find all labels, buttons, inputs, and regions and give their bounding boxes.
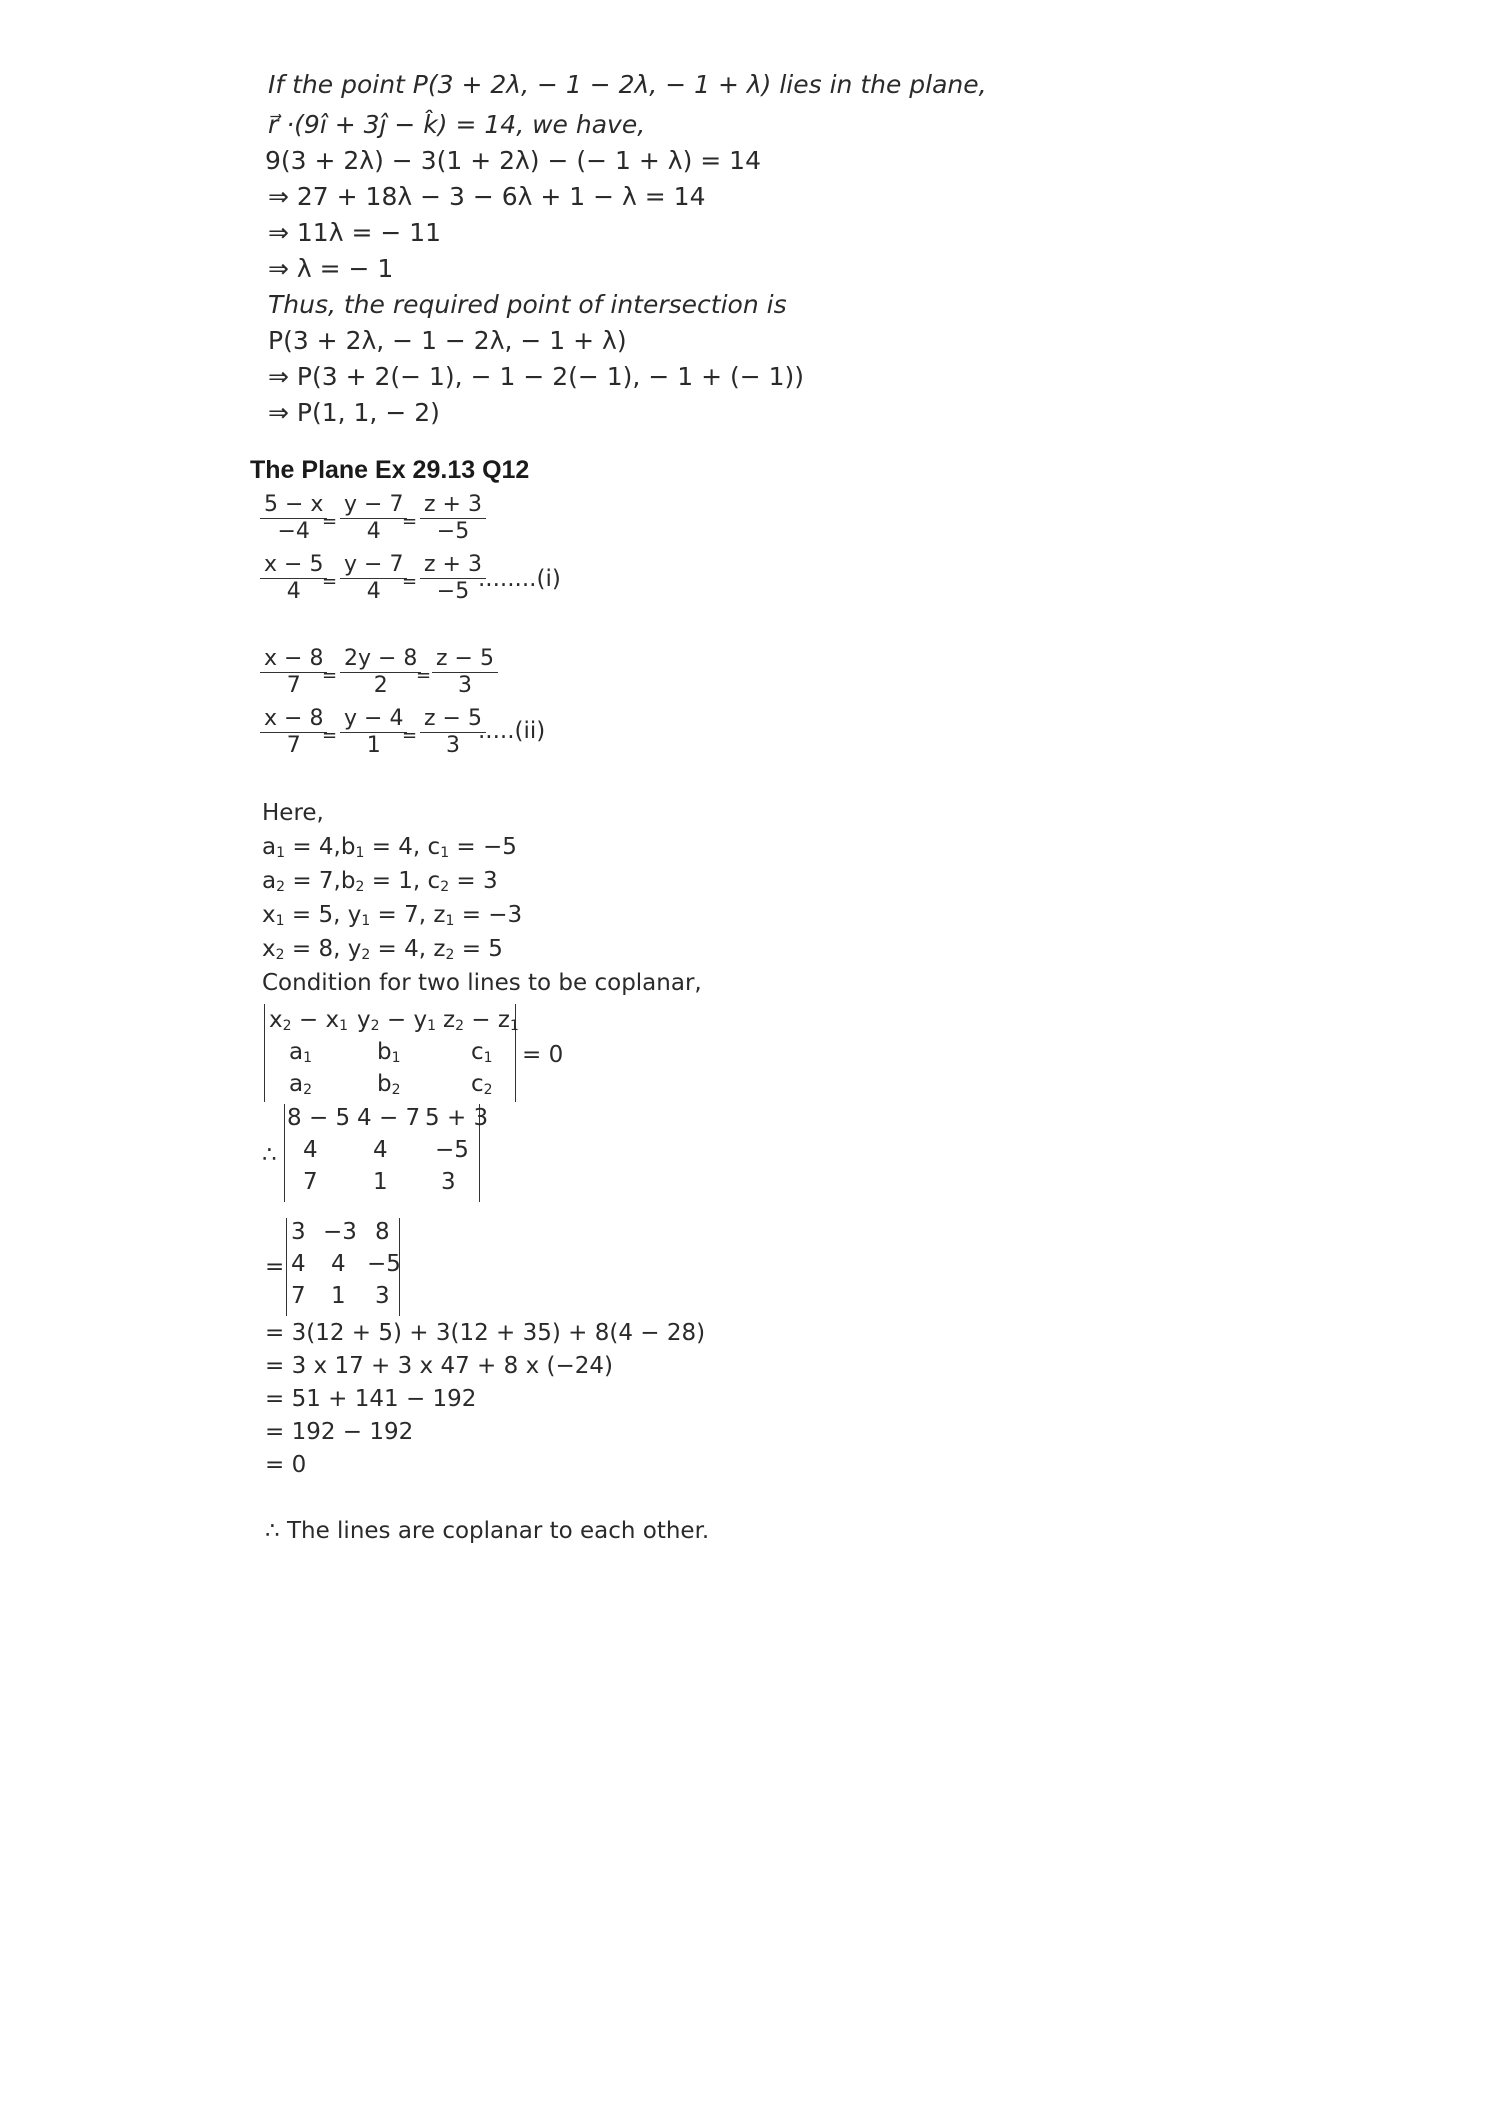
- numerator: x − 8: [260, 646, 327, 673]
- equation-line: P(3 + 2λ, − 1 − 2λ, − 1 + λ): [268, 326, 627, 355]
- equation-line: 9(3 + 2λ) − 3(1 + 2λ) − (− 1 + λ) = 14: [265, 146, 761, 175]
- equation-tag: ........(i): [478, 566, 561, 592]
- denominator: 4: [366, 579, 381, 604]
- fraction: [340, 552, 407, 605]
- det-cell: 8: [375, 1219, 390, 1245]
- det-cell: $a_1$: [289, 1039, 313, 1066]
- equals-sign: =: [402, 725, 418, 746]
- denominator: −4: [277, 519, 310, 544]
- det-cell: 3: [441, 1169, 456, 1195]
- fraction: [340, 706, 407, 759]
- denominator: 3: [445, 733, 460, 758]
- det-cell: −5: [435, 1137, 469, 1163]
- calculation-step: = 0: [265, 1452, 307, 1478]
- denominator: 2: [373, 673, 388, 698]
- det-cell: $c_1$: [471, 1039, 493, 1066]
- points-line-1: $x_1 = 5$, $y_1 = 7$, $z_1 = -3$: [262, 902, 523, 929]
- numerator: y − 4: [340, 706, 407, 733]
- equals-sign: =: [416, 665, 432, 686]
- determinant-general: [264, 1004, 519, 1102]
- fraction: [260, 646, 327, 699]
- det-cell: 4: [331, 1251, 346, 1277]
- coplanar-condition: Condition for two lines to be coplanar,: [262, 970, 702, 996]
- fraction: [420, 492, 486, 545]
- det-cell: −5: [367, 1251, 401, 1277]
- determinant-simplified: [286, 1218, 400, 1316]
- numerator: x − 5: [260, 552, 327, 579]
- equals-sign: =: [402, 571, 418, 592]
- equals-sign: =: [322, 725, 338, 746]
- numerator: 2y − 8: [340, 646, 421, 673]
- det-cell: $a_2$: [289, 1071, 313, 1098]
- equals-sign: =: [322, 511, 338, 532]
- det-cell: $y_2 - y_1$: [357, 1007, 436, 1034]
- equals-sign: =: [322, 571, 338, 592]
- therefore-symbol: ∴: [262, 1142, 277, 1168]
- fraction: [260, 552, 327, 605]
- numerator: y − 7: [340, 492, 407, 519]
- denominator: 4: [366, 519, 381, 544]
- fraction: [340, 492, 407, 545]
- here-label: Here,: [262, 800, 324, 826]
- denominator: 7: [286, 673, 301, 698]
- numerator: z − 5: [420, 706, 486, 733]
- denominator: 3: [457, 673, 472, 698]
- equals-sign: =: [322, 665, 338, 686]
- numerator: x − 8: [260, 706, 327, 733]
- det-cell: 7: [303, 1169, 318, 1195]
- fraction: [260, 492, 327, 545]
- equals-sign: =: [265, 1254, 285, 1280]
- equation-line: ⇒ P(1, 1, − 2): [268, 398, 440, 427]
- det-cell: $c_2$: [471, 1071, 493, 1098]
- det-cell: 8 − 5: [287, 1105, 351, 1131]
- question-heading: The Plane Ex 29.13 Q12: [250, 456, 530, 484]
- calculation-step: = 51 + 141 − 192: [265, 1386, 477, 1412]
- denominator: 1: [366, 733, 381, 758]
- fraction: [340, 646, 421, 699]
- numerator: z + 3: [420, 552, 486, 579]
- det-cell: 3: [375, 1283, 390, 1309]
- text-line: r⃗ ·(9î + 3ĵ − k̂) = 14, we have,: [268, 110, 646, 139]
- det-cell: 4: [373, 1137, 388, 1163]
- fraction: [432, 646, 498, 699]
- det-cell: −3: [323, 1219, 357, 1245]
- numerator: y − 7: [340, 552, 407, 579]
- det-cell: $x_2 - x_1$: [269, 1007, 348, 1034]
- denominator: −5: [436, 519, 470, 544]
- det-cell: 1: [331, 1283, 346, 1309]
- calculation-step: = 192 − 192: [265, 1419, 414, 1445]
- numerator: z + 3: [420, 492, 486, 519]
- conclusion: ∴ The lines are coplanar to each other.: [265, 1518, 710, 1544]
- det-cell: 5 + 3: [425, 1105, 489, 1131]
- determinant-substituted: [284, 1104, 489, 1202]
- det-cell: 4: [291, 1251, 306, 1277]
- det-cell: $b_2$: [377, 1071, 401, 1098]
- equation-tag: .....(ii): [478, 718, 546, 744]
- denominator: 4: [286, 579, 301, 604]
- equation-line: ⇒ 11λ = − 11: [268, 218, 442, 247]
- det-cell: 7: [291, 1283, 306, 1309]
- calculation-step: = 3 x 17 + 3 x 47 + 8 x (−24): [265, 1353, 613, 1379]
- det-cell: 3: [291, 1219, 306, 1245]
- fraction: [260, 706, 327, 759]
- equation-line: ⇒ 27 + 18λ − 3 − 6λ + 1 − λ = 14: [268, 182, 706, 211]
- det-cell: $b_1$: [377, 1039, 401, 1066]
- coefficients-line-2: $a_2 = 7,b_2 = 1$, $c_2 = 3$: [262, 868, 498, 895]
- coefficients-line-1: $a_1 = 4,b_1 = 4$, $c_1 = -5$: [262, 834, 517, 861]
- denominator: 7: [286, 733, 301, 758]
- fraction: [420, 552, 486, 605]
- det-cell: 4 − 7: [357, 1105, 421, 1131]
- text-line: Thus, the required point of intersection is: [268, 290, 787, 319]
- equals-sign: =: [402, 511, 418, 532]
- text-line: If the point P(3 + 2λ, − 1 − 2λ, − 1 + λ) lies in the plane,: [268, 70, 987, 99]
- det-equals-zero: = 0: [522, 1042, 564, 1068]
- det-cell: $z_2 - z_1$: [443, 1007, 519, 1034]
- det-cell: 4: [303, 1137, 318, 1163]
- fraction: [420, 706, 486, 759]
- equation-line: ⇒ P(3 + 2(− 1), − 1 − 2(− 1), − 1 + (− 1)): [268, 362, 805, 391]
- points-line-2: $x_2 = 8$, $y_2 = 4$, $z_2 = 5$: [262, 936, 503, 963]
- det-cell: 1: [373, 1169, 388, 1195]
- numerator: z − 5: [432, 646, 498, 673]
- equation-line: ⇒ λ = − 1: [268, 254, 394, 283]
- numerator: 5 − x: [260, 492, 327, 519]
- denominator: −5: [436, 579, 470, 604]
- calculation-step: = 3(12 + 5) + 3(12 + 35) + 8(4 − 28): [265, 1320, 706, 1346]
